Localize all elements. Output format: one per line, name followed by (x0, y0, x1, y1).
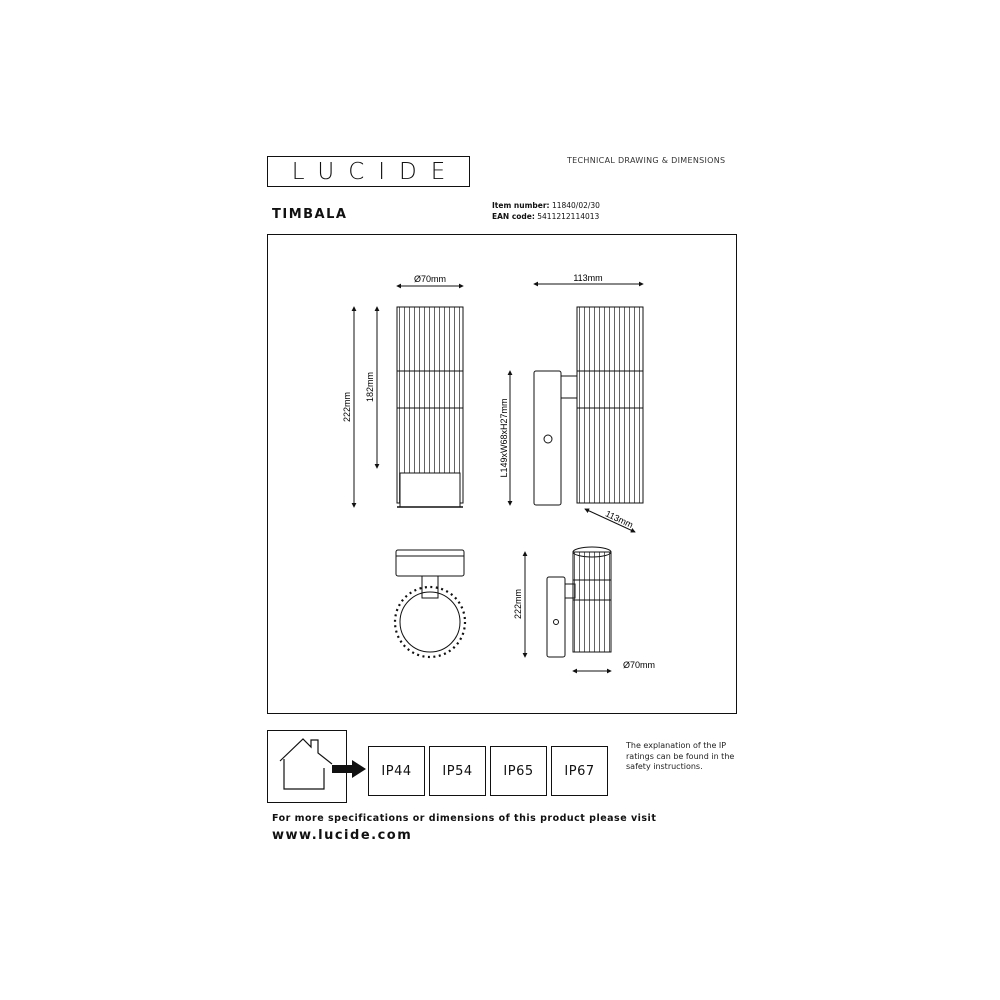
ip-rating-ip65: IP65 (490, 746, 547, 796)
iso-diameter-label: Ø70mm (622, 660, 656, 670)
side-view (510, 284, 643, 505)
backplate-dimensions-label: L149xW68xH27mm (499, 398, 509, 478)
top-view (395, 550, 465, 657)
item-number-label: Item number: (492, 201, 550, 210)
ean-value: 5411212114013 (537, 212, 600, 221)
ean-label: EAN code: (492, 212, 535, 221)
ip-explanation-note: The explanation of the IP ratings can be found in the safety instructions. (626, 741, 735, 771)
item-number-value: 11840/02/30 (551, 201, 600, 210)
ean-row (492, 212, 599, 221)
total-height-label: 222mm (342, 391, 352, 423)
ip-rating-ip67: IP67 (551, 746, 608, 796)
website-link[interactable]: www.lucide.com (272, 828, 413, 843)
product-name: TIMBALA (272, 207, 348, 222)
item-number-row (492, 201, 600, 210)
footer-text: For more specifications or dimensions of this product please visit (272, 813, 657, 824)
iso-height-label: 222mm (513, 588, 523, 620)
document-type: TECHNICAL DRAWING & DIMENSIONS (567, 156, 726, 165)
technical-drawing (267, 234, 737, 714)
brand-logo (267, 156, 470, 187)
side-width-label: 113mm (573, 273, 603, 283)
front-diameter-label: Ø70mm (413, 274, 447, 284)
ip-rating-ip54: IP54 (429, 746, 486, 796)
iso-depth-label: 113mm (603, 508, 635, 531)
brand-logo-text: LUCIDE (291, 158, 460, 185)
arrow-right-icon (332, 760, 368, 778)
ip-rating-ip44: IP44 (368, 746, 425, 796)
iso-view (525, 509, 635, 671)
shade-height-label: 182mm (365, 371, 375, 403)
